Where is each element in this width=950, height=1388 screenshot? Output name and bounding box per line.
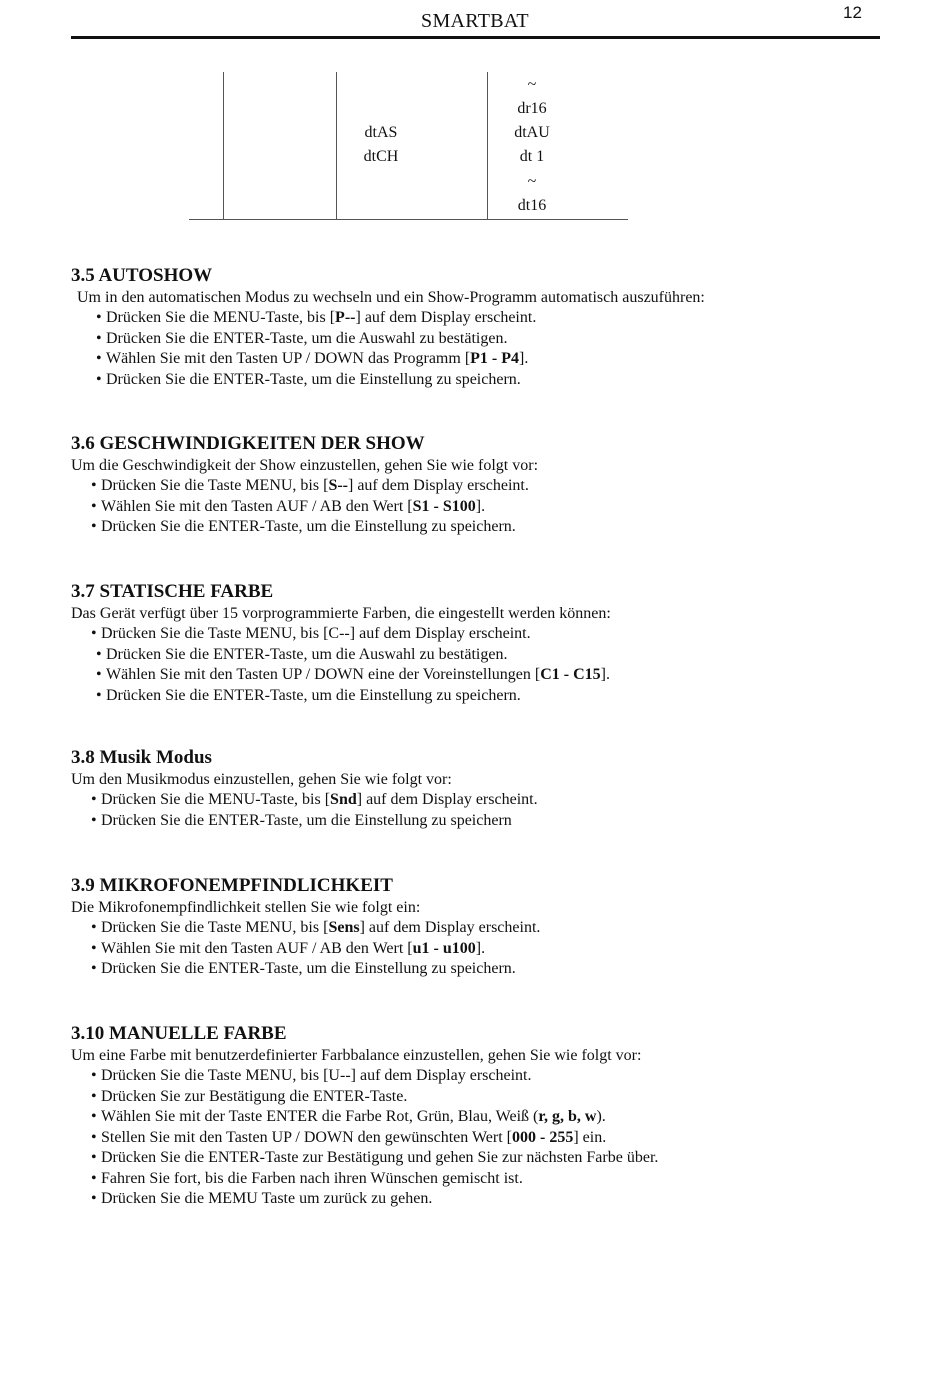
section-microphone-sensitivity <box>71 874 891 980</box>
list-item: • Drücken Sie die Taste MENU, bis [C--] auf dem Display erscheint. <box>91 625 531 642</box>
list-item: • Stellen Sie mit den Tasten UP / DOWN den gewünschten Wert [000 - 255] ein. <box>91 1128 607 1146</box>
table-cell: dt16 <box>517 197 547 214</box>
page-header-title: SMARTBAT <box>421 10 529 32</box>
section-heading: 3.10 MANUELLE FARBE <box>71 1023 287 1044</box>
list-item: • Drücken Sie die ENTER-Taste, um die Einstellung zu speichern. <box>96 686 521 704</box>
bullet-list <box>71 790 891 831</box>
section-heading: 3.9 MIKROFONEMPFINDLICHKEIT <box>71 875 393 896</box>
bullet-list <box>71 1066 891 1210</box>
table-cell: dr16 <box>517 100 547 117</box>
section-intro: Um den Musikmodus einzustellen, gehen Sie wie folgt vor: <box>71 771 452 788</box>
section-intro: Um eine Farbe mit benutzerdefinierter Farbbalance einzustellen, gehen Sie wie folgt vor: <box>71 1047 642 1064</box>
list-item: • Wählen Sie mit der Taste ENTER die Farbe Rot, Grün, Blau, Weiß (r, g, b, w). <box>91 1108 606 1125</box>
section-heading: 3.8 Musik Modus <box>71 747 212 768</box>
bullet-list <box>71 918 891 980</box>
list-item: • Drücken Sie die Taste MENU, bis [U--] auf dem Display erscheint. <box>91 1067 532 1084</box>
list-item: • Drücken Sie die ENTER-Taste, um die Einstellung zu speichern. <box>96 370 521 388</box>
table-cell: dtCH <box>363 148 399 165</box>
list-item: • Drücken Sie die MENU-Taste, bis [Snd] auf dem Display erscheint. <box>91 791 538 808</box>
list-item: • Drücken Sie die MEMU Taste um zurück zu gehen. <box>91 1190 433 1207</box>
section-intro: Die Mikrofonempfindlichkeit stellen Sie wie folgt ein: <box>71 899 421 916</box>
table-cell: dtAS <box>364 124 398 141</box>
section-autoshow <box>71 264 891 390</box>
list-item: • Drücken Sie die ENTER-Taste, um die Auswahl zu bestätigen. <box>96 645 508 663</box>
header-rule <box>71 36 880 39</box>
list-item: • Drücken Sie zur Bestätigung die ENTER-Taste. <box>91 1087 408 1105</box>
list-item: • Fahren Sie fort, bis die Farben nach ihren Wünschen gemischt ist. <box>91 1169 523 1187</box>
list-item: • Drücken Sie die ENTER-Taste, um die Auswahl zu bestätigen. <box>96 329 508 347</box>
section-intro: Das Gerät verfügt über 15 vorprogrammierte Farben, die eingestellt werden können: <box>71 605 611 622</box>
list-item: • Wählen Sie mit den Tasten UP / DOWN das Programm [P1 - P4]. <box>96 350 529 367</box>
bullet-list <box>71 476 891 538</box>
table-cell: ~ <box>527 76 537 93</box>
list-item: • Drücken Sie die ENTER-Taste zur Bestätigung und gehen Sie zur nächsten Farbe über. <box>91 1149 659 1166</box>
list-item: • Drücken Sie die ENTER-Taste, um die Einstellung zu speichern. <box>91 518 516 535</box>
list-item: • Drücken Sie die ENTER-Taste, um die Einstellung zu speichern. <box>91 960 516 977</box>
list-item: • Drücken Sie die MENU-Taste, bis [P--] auf dem Display erscheint. <box>96 309 537 326</box>
page-number: 12 <box>843 3 862 22</box>
list-item: • Wählen Sie mit den Tasten AUF / AB den Wert [S1 - S100]. <box>91 497 486 515</box>
section-static-color <box>71 580 891 706</box>
table-line <box>189 219 628 220</box>
section-music-mode <box>71 746 891 831</box>
table-cell: ~ <box>527 173 537 190</box>
list-item: • Drücken Sie die Taste MENU, bis [S--] auf dem Display erscheint. <box>91 477 529 494</box>
section-manual-color <box>71 1022 891 1210</box>
section-intro: Um in den automatischen Modus zu wechseln und ein Show-Programm automatisch auszuführen: <box>77 289 705 306</box>
list-item: • Drücken Sie die Taste MENU, bis [Sens] auf dem Display erscheint. <box>91 919 541 936</box>
list-item: • Drücken Sie die ENTER-Taste, um die Einstellung zu speichern <box>91 811 512 829</box>
section-heading: 3.5 AUTOSHOW <box>71 265 213 286</box>
bullet-list <box>71 308 891 390</box>
section-intro: Um die Geschwindigkeit der Show einzustellen, gehen Sie wie folgt vor: <box>71 457 539 474</box>
list-item: • Wählen Sie mit den Tasten UP / DOWN eine der Voreinstellungen [C1 - C15]. <box>96 666 610 683</box>
table-line <box>223 72 224 220</box>
list-item: • Wählen Sie mit den Tasten AUF / AB den Wert [u1 - u100]. <box>91 939 486 957</box>
table-cell: dt 1 <box>519 148 545 165</box>
section-heading: 3.6 GESCHWINDIGKEITEN DER SHOW <box>71 433 425 454</box>
bullet-list <box>71 624 891 706</box>
section-heading: 3.7 STATISCHE FARBE <box>71 581 274 602</box>
table-cell: dtAU <box>514 124 550 141</box>
section-show-speed <box>71 432 891 538</box>
